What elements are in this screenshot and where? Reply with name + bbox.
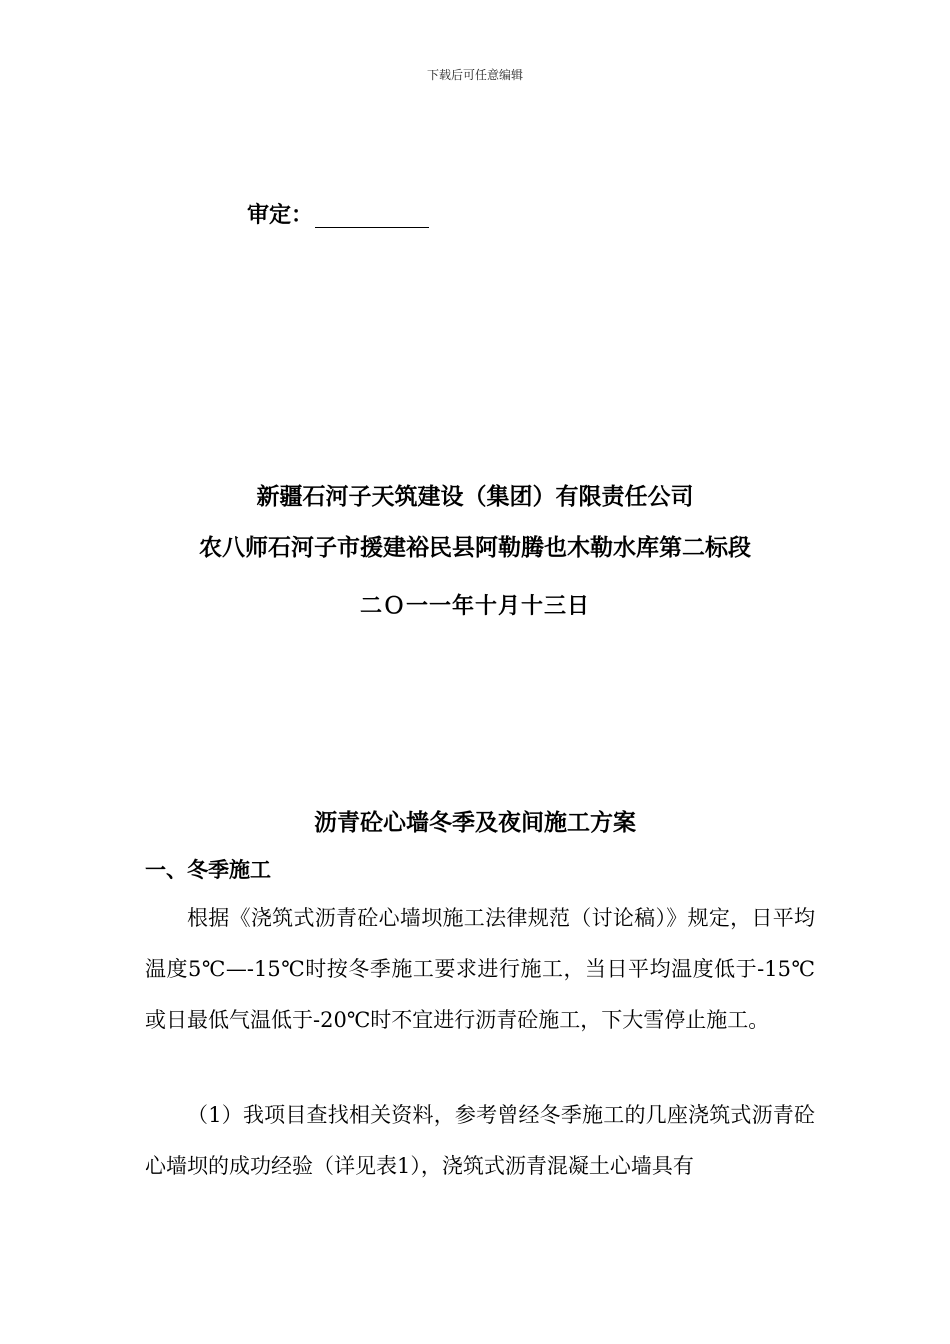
approval-line	[247, 198, 429, 229]
body-paragraph	[145, 893, 815, 1046]
page-header-note: 下载后可任意编辑	[426, 68, 523, 82]
project-name: 农八师石河子市援建裕民县阿勒腾也木勒水库第二标段	[199, 534, 751, 561]
company-name: 新疆石河子天筑建设（集团）有限责任公司	[256, 483, 694, 510]
approval-label: 审定：	[247, 202, 314, 228]
document-title: 沥青砼心墙冬季及夜间施工方案	[314, 809, 636, 836]
paragraph-text: 根据《浇筑式沥青砼心墙坝施工法律规范（讨论稿）》规定，日平均温度5℃—-15℃时按冬季施工要求进行施工，当日平均温度低于-15℃或日最低气温低于-20℃时不宜进行沥青砼施工，下大雪停止施工。	[145, 906, 815, 1032]
document-date: 二Ｏ一一年十月十三日	[359, 593, 590, 619]
body-paragraph	[145, 1090, 815, 1192]
paragraph-text: （1）我项目查找相关资料，参考曾经冬季施工的几座浇筑式沥青砼心墙坝的成功经验（详见表1），浇筑式沥青混凝土心墙具有	[145, 1103, 815, 1178]
approval-signature-blank	[315, 201, 429, 228]
section-heading: 一、冬季施工	[145, 857, 271, 882]
